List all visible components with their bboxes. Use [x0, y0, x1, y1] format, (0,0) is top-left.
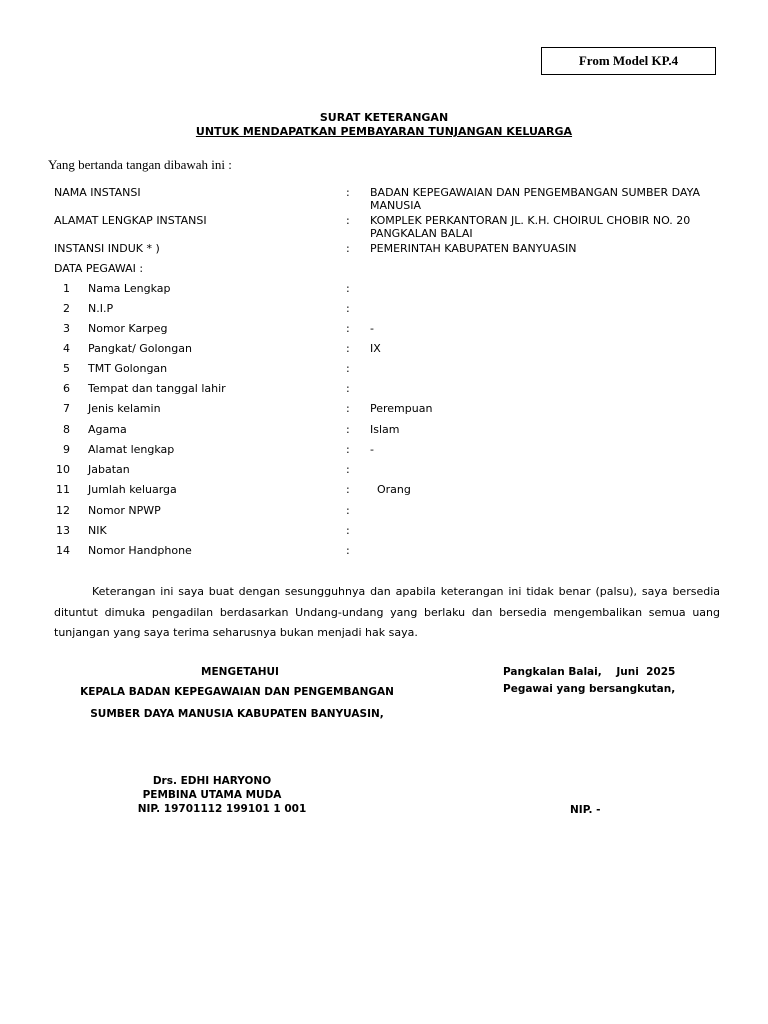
employee-row-value: Perempuan [370, 402, 433, 415]
employee-role-label: Pegawai yang bersangkutan, [503, 683, 676, 695]
statement-paragraph: Keterangan ini saya buat dengan sesungguhnya dan apabila keterangan ini tidak benar (palsu), saya bersedia dituntut dimuka pengadilan berdasarkan Undang-undang yang berlaku dan bersedia mengembalikan semua uang tunjangan yang saya terima seharusnya bukan menjadi hak saya. [54, 585, 720, 639]
employee-row-colon: : [346, 342, 350, 355]
employee-row-number: 8 [63, 423, 70, 436]
parent-institution-value: PEMERINTAH KABUPATEN BANYUASIN [370, 242, 577, 255]
document-title: SURAT KETERANGAN [319, 111, 449, 124]
employee-row-label: Nomor Karpeg [88, 322, 168, 335]
employee-row-label: Jenis kelamin [88, 402, 161, 415]
employee-row-number: 4 [63, 342, 70, 355]
employee-row-value: IX [370, 342, 381, 355]
institution-name-colon: : [346, 186, 350, 199]
employee-row-number: 1 [63, 282, 70, 295]
employee-row-label: Pangkat/ Golongan [88, 342, 192, 355]
employee-row-colon: : [346, 322, 350, 335]
employee-row-label: N.I.P [88, 302, 114, 315]
data-pegawai-label: DATA PEGAWAI : [54, 262, 144, 275]
head-title-line1: KEPALA BADAN KEPEGAWAIAN DAN PENGEMBANGAN [80, 686, 394, 698]
intro-text: Yang bertanda tangan dibawah ini : [48, 157, 232, 172]
employee-row-number: 2 [63, 302, 70, 315]
employee-row-colon: : [346, 443, 350, 456]
employee-row-label: Nomor NPWP [88, 504, 161, 517]
institution-address-value [370, 214, 730, 240]
employee-row-number: 14 [56, 544, 70, 557]
institution-name-value [370, 186, 730, 212]
parent-institution-colon: : [346, 242, 350, 255]
employee-row-number: 7 [63, 402, 70, 415]
institution-address-value-line2: PANGKALAN BALAI [370, 227, 473, 240]
mengetahui-label: MENGETAHUI [201, 666, 279, 678]
employee-row-label: NIK [88, 524, 107, 537]
employee-row-colon: : [346, 402, 350, 415]
employee-row-value: Islam [370, 423, 400, 436]
employee-row-value: - [370, 443, 374, 456]
employee-row-colon: : [346, 504, 350, 517]
employee-row-colon: : [346, 382, 350, 395]
employee-row-number: 10 [56, 463, 70, 476]
employee-row-colon: : [346, 282, 350, 295]
institution-name-value-line1: BADAN KEPEGAWAIAN DAN PENGEMBANGAN SUMBER DAYA [370, 186, 700, 199]
employee-row-colon: : [346, 544, 350, 557]
employee-row-colon: : [346, 483, 350, 496]
employee-row-colon: : [346, 302, 350, 315]
employee-row-number: 11 [56, 483, 70, 496]
institution-name-value-line2: MANUSIA [370, 199, 422, 212]
employee-row-colon: : [346, 463, 350, 476]
employee-nip: NIP. - [570, 804, 601, 816]
institution-address-label: ALAMAT LENGKAP INSTANSI [54, 214, 207, 227]
signer-nip: NIP. 19701112 199101 1 001 [137, 803, 307, 815]
employee-row-number: 3 [63, 322, 70, 335]
form-model-box [541, 47, 716, 75]
document-subtitle: UNTUK MENDAPATKAN PEMBAYARAN TUNJANGAN KELUARGA [195, 125, 573, 138]
employee-row-label: Agama [88, 423, 127, 436]
institution-address-value-line1: KOMPLEK PERKANTORAN JL. K.H. CHOIRUL CHOBIR NO. 20 [370, 214, 691, 227]
employee-row-value: - [370, 322, 374, 335]
employee-row-colon: : [346, 524, 350, 537]
employee-row-label: Alamat lengkap [88, 443, 175, 456]
institution-address-colon: : [346, 214, 350, 227]
employee-row-number: 5 [63, 362, 70, 375]
employee-row-label: Jumlah keluarga [88, 483, 177, 496]
employee-row-label: Nomor Handphone [88, 544, 192, 557]
employee-row-colon: : [346, 362, 350, 375]
employee-row-label: Jabatan [88, 463, 130, 476]
employee-row-label: Nama Lengkap [88, 282, 171, 295]
institution-name-label: NAMA INSTANSI [54, 186, 141, 199]
signer-name: Drs. EDHI HARYONO [152, 775, 272, 787]
employee-row-value: Orang [370, 483, 411, 496]
employee-row-colon: : [346, 423, 350, 436]
employee-row-label: TMT Golongan [88, 362, 168, 375]
employee-row-number: 13 [56, 524, 70, 537]
signer-rank: PEMBINA UTAMA MUDA [142, 789, 282, 801]
form-model-label: From Model KP.4 [578, 53, 679, 68]
employee-row-number: 9 [63, 443, 70, 456]
head-title-line2: SUMBER DAYA MANUSIA KABUPATEN BANYUASIN, [90, 708, 384, 720]
parent-institution-label: INSTANSI INDUK * ) [54, 242, 160, 255]
employee-row-number: 6 [63, 382, 70, 395]
place-date: Pangkalan Balai, Juni 2025 [503, 666, 676, 678]
employee-row-number: 12 [56, 504, 70, 517]
employee-row-label: Tempat dan tanggal lahir [88, 382, 226, 395]
